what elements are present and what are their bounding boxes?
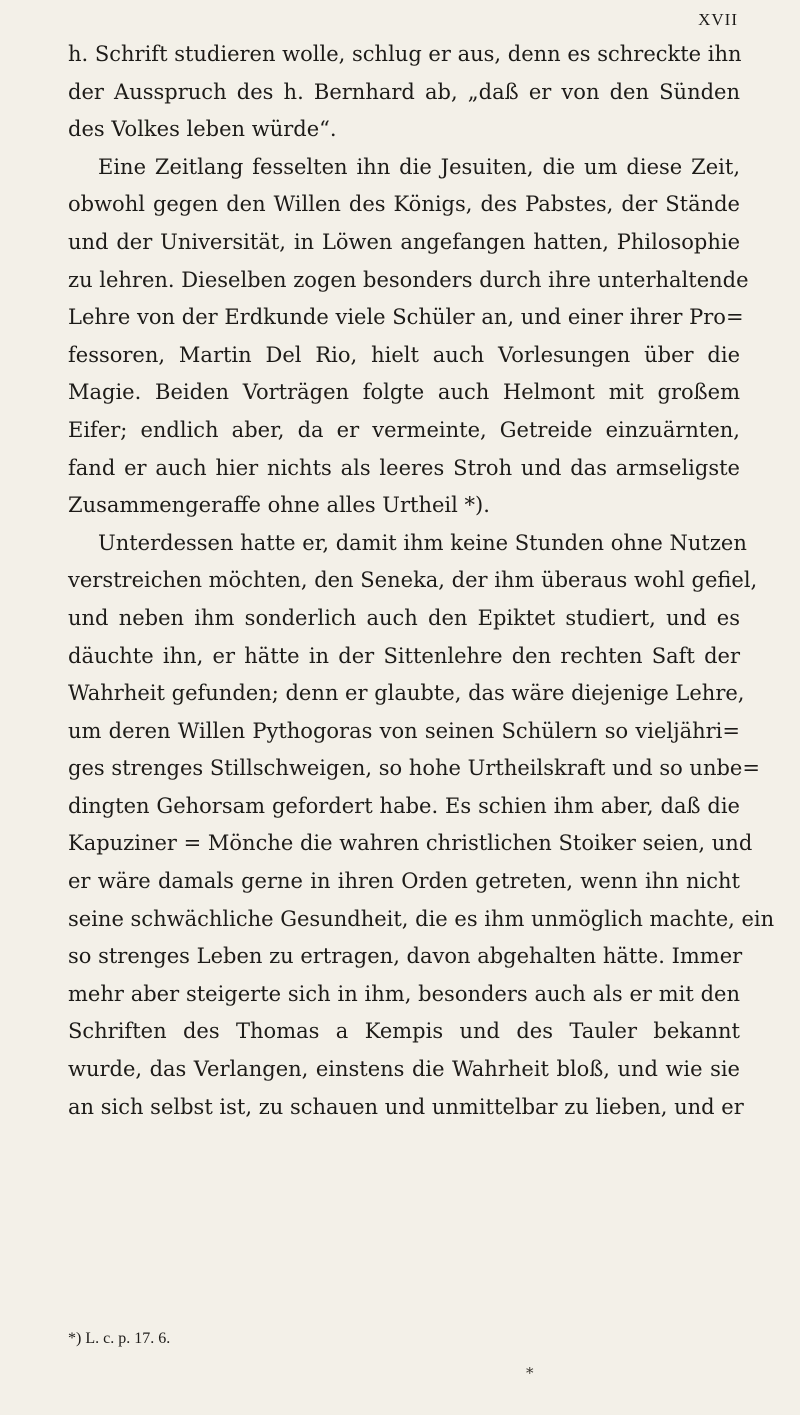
text-line: zu lehren. Dieselben zogen besonders durch ihre unterhaltende bbox=[68, 267, 749, 292]
text-line: mehr aber steigerte sich in ihm, besonders auch als er mit den bbox=[68, 981, 740, 1006]
text-line: Lehre von der Erdkunde viele Schüler an, und einer ihrer Pro= bbox=[68, 305, 744, 330]
text-line: h. Schrift studieren wolle, schlug er aus, denn es schreckte ihn bbox=[68, 42, 742, 66]
text-line: seine schwächliche Gesundheit, die es ihm unmöglich machte, ein bbox=[68, 906, 775, 931]
text-line: an sich selbst ist, zu schauen und unmittelbar zu lieben, und er bbox=[68, 1094, 744, 1119]
text-line: fand er auch hier nichts als leeres Stroh und das armseligste bbox=[68, 455, 740, 480]
text-line: Eifer; endlich aber, da er vermeinte, Getreide einzuärnten, bbox=[68, 417, 740, 442]
paragraph-start-line: Unterdessen hatte er, damit ihm keine Stunden ohne Nutzen bbox=[98, 530, 747, 555]
paragraph-start-line: Eine Zeitlang fesselten ihn die Jesuiten, die um diese Zeit, bbox=[98, 154, 740, 179]
text-line: um deren Willen Pythogoras von seinen Schülern so vieljähri= bbox=[68, 718, 740, 743]
text-line: und neben ihm sonderlich auch den Epiktet studiert, und es bbox=[68, 605, 740, 630]
text-line: däuchte ihn, er hätte in der Sittenlehre den rechten Saft der bbox=[68, 643, 740, 668]
text-line: obwohl gegen den Willen des Königs, des Pabstes, der Stände bbox=[68, 192, 740, 217]
text-line: Magie. Beiden Vorträgen folgte auch Helmont mit großem bbox=[68, 380, 740, 405]
text-line: und der Universität, in Löwen angefangen hatten, Philosophie bbox=[68, 229, 740, 254]
text-line: Kapuziner = Mönche die wahren christlichen Stoiker seien, und bbox=[68, 831, 753, 856]
page-number: XVII bbox=[698, 10, 738, 29]
text-line: der Ausspruch des h. Bernhard ab, „daß er von den Sünden bbox=[68, 79, 740, 104]
text-line: Zusammengeraffe ohne alles Urtheil *). bbox=[68, 493, 490, 518]
text-line: des Volkes leben würde“. bbox=[68, 117, 337, 142]
footnote: *) L. c. p. 17. 6. bbox=[68, 1330, 171, 1347]
text-line: Wahrheit gefunden; denn er glaubte, das wäre diejenige Lehre, bbox=[68, 681, 745, 706]
text-line: so strenges Leben zu ertragen, davon abgehalten hätte. Immer bbox=[68, 944, 743, 969]
signature-mark: * bbox=[526, 1364, 534, 1382]
text-line: ges strenges Stillschweigen, so hohe Urtheilskraft und so unbe= bbox=[68, 756, 760, 781]
text-line: dingten Gehorsam gefordert habe. Es schien ihm aber, daß die bbox=[68, 793, 740, 818]
body-text bbox=[68, 36, 775, 1126]
text-line: er wäre damals gerne in ihren Orden getreten, wenn ihn nicht bbox=[68, 869, 740, 894]
text-line: wurde, das Verlangen, einstens die Wahrheit bloß, und wie sie bbox=[68, 1057, 740, 1082]
text-line: fessoren, Martin Del Rio, hielt auch Vorlesungen über die bbox=[68, 342, 740, 367]
text-line: Schriften des Thomas a Kempis und des Tauler bekannt bbox=[68, 1019, 740, 1044]
text-line: verstreichen möchten, den Seneka, der ihm überaus wohl gefiel, bbox=[68, 568, 758, 593]
